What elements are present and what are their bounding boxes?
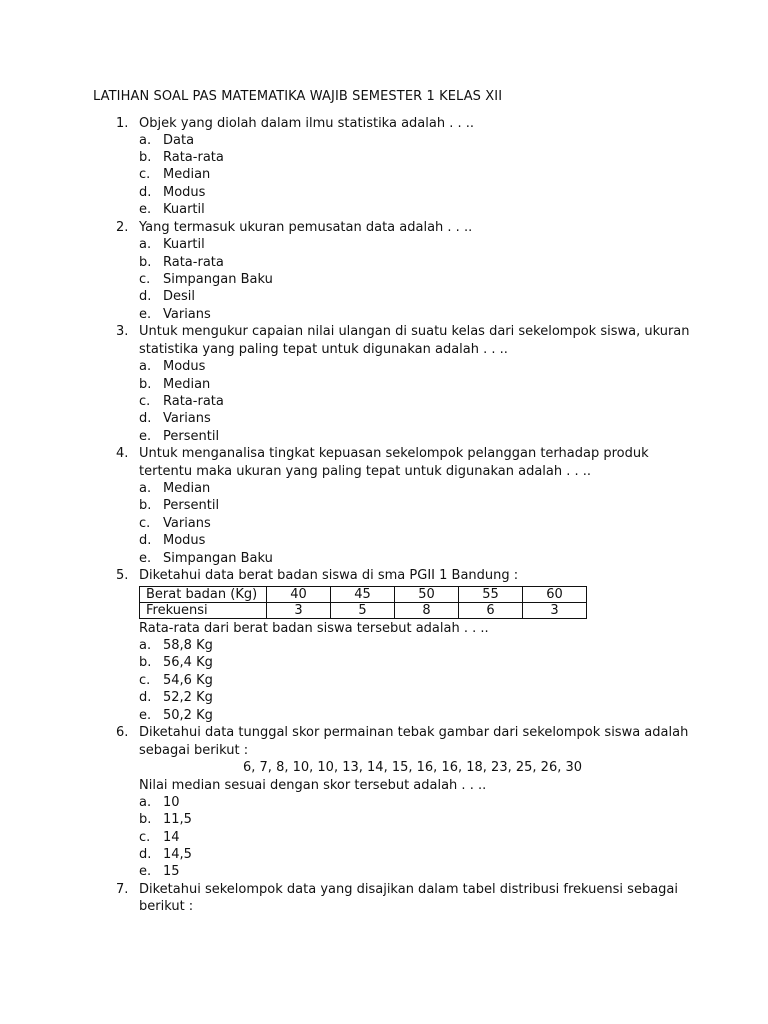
- option-text: 58,8 Kg: [163, 638, 213, 653]
- option-text: Varians: [163, 307, 211, 322]
- option-letter: b.: [139, 655, 152, 670]
- option-text: Rata-rata: [163, 150, 224, 165]
- option-text: Simpangan Baku: [163, 551, 273, 566]
- option-text: 52,2 Kg: [163, 690, 213, 705]
- option-letter: c.: [139, 516, 151, 531]
- question-text: Untuk menganalisa tingkat kepuasan sekelompok pelanggan terhadap produk: [139, 446, 649, 461]
- option-letter: b.: [139, 150, 152, 165]
- option-text: 50,2 Kg: [163, 708, 213, 723]
- option-text: Kuartil: [163, 202, 205, 217]
- table-row: [140, 603, 587, 619]
- option-text: Data: [163, 133, 195, 148]
- table-row: [140, 587, 587, 603]
- option-text: Rata-rata: [163, 394, 224, 409]
- question-followup: Nilai median sesuai dengan skor tersebut adalah . . ..: [139, 778, 487, 793]
- option-text: Kuartil: [163, 237, 205, 252]
- table-cell: 50: [395, 587, 459, 603]
- question-text: Yang termasuk ukuran pemusatan data adalah . . ..: [139, 220, 473, 235]
- option-text: 14,5: [163, 847, 192, 862]
- option-letter: d.: [139, 533, 152, 548]
- option-letter: b.: [139, 812, 152, 827]
- option-text: Persentil: [163, 498, 220, 513]
- question-followup: Rata-rata dari berat badan siswa tersebut adalah . . ..: [139, 621, 489, 636]
- option-letter: c.: [139, 272, 151, 287]
- option-letter: e.: [139, 551, 152, 566]
- option-letter: c.: [139, 830, 151, 845]
- option-letter: e.: [139, 429, 152, 444]
- question-text: Diketahui data tunggal skor permainan tebak gambar dari sekelompok siswa adalah: [139, 725, 689, 740]
- option-letter: b.: [139, 377, 152, 392]
- option-text: 15: [163, 864, 180, 879]
- table-cell: 6: [459, 603, 523, 619]
- option-text: Modus: [163, 533, 206, 548]
- question-number: 6.: [116, 725, 129, 740]
- question-text: Objek yang diolah dalam ilmu statistika adalah . . ..: [139, 116, 475, 131]
- option-letter: d.: [139, 847, 152, 862]
- question-number: 1.: [116, 116, 129, 131]
- question-text: Untuk mengukur capaian nilai ulangan di suatu kelas dari sekelompok siswa, ukuran: [139, 324, 690, 339]
- option-letter: a.: [139, 795, 152, 810]
- option-letter: d.: [139, 289, 152, 304]
- option-text: 54,6 Kg: [163, 673, 213, 688]
- option-text: Median: [163, 377, 211, 392]
- option-letter: c.: [139, 167, 151, 182]
- question-text: Diketahui data berat badan siswa di sma PGII 1 Bandung :: [139, 568, 519, 583]
- option-letter: a.: [139, 133, 152, 148]
- option-letter: d.: [139, 690, 152, 705]
- table-cell: 5: [331, 603, 395, 619]
- option-text: Rata-rata: [163, 255, 224, 270]
- option-letter: b.: [139, 498, 152, 513]
- option-letter: e.: [139, 708, 152, 723]
- option-letter: d.: [139, 185, 152, 200]
- option-text: 14: [163, 830, 180, 845]
- table-cell: 8: [395, 603, 459, 619]
- question-number: 2.: [116, 220, 129, 235]
- table-cell: 40: [267, 587, 331, 603]
- option-letter: d.: [139, 411, 152, 426]
- question-number: 4.: [116, 446, 129, 461]
- table-cell: 3: [523, 603, 587, 619]
- question-text: berikut :: [139, 899, 194, 914]
- option-text: Persentil: [163, 429, 220, 444]
- option-text: 10: [163, 795, 180, 810]
- question-text: sebagai berikut :: [139, 743, 249, 758]
- option-letter: e.: [139, 202, 152, 217]
- table-row-label: Frekuensi: [140, 603, 267, 619]
- option-letter: c.: [139, 394, 151, 409]
- option-text: Varians: [163, 411, 211, 426]
- question-number: 3.: [116, 324, 129, 339]
- option-letter: c.: [139, 673, 151, 688]
- option-text: Modus: [163, 185, 206, 200]
- option-letter: e.: [139, 307, 152, 322]
- option-letter: a.: [139, 481, 152, 496]
- score-list: 6, 7, 8, 10, 10, 13, 14, 15, 16, 16, 18, 23, 25, 26, 30: [243, 760, 583, 775]
- table-row-label: Berat badan (Kg): [140, 587, 267, 603]
- option-letter: a.: [139, 638, 152, 653]
- option-text: Varians: [163, 516, 211, 531]
- data-table: [139, 586, 587, 619]
- option-text: Median: [163, 167, 211, 182]
- option-text: Desil: [163, 289, 196, 304]
- option-text: Median: [163, 481, 211, 496]
- option-letter: e.: [139, 864, 152, 879]
- table-cell: 45: [331, 587, 395, 603]
- option-text: 11,5: [163, 812, 192, 827]
- question-text: tertentu maka ukuran yang paling tepat untuk digunakan adalah . . ..: [139, 464, 592, 479]
- option-text: 56,4 Kg: [163, 655, 213, 670]
- question-number: 5.: [116, 568, 129, 583]
- option-text: Modus: [163, 359, 206, 374]
- page-title: LATIHAN SOAL PAS MATEMATIKA WAJIB SEMESTER 1 KELAS XII: [93, 89, 503, 104]
- question-text: statistika yang paling tepat untuk digunakan adalah . . ..: [139, 342, 508, 357]
- table-cell: 60: [523, 587, 587, 603]
- option-text: Simpangan Baku: [163, 272, 273, 287]
- table-cell: 3: [267, 603, 331, 619]
- question-text: Diketahui sekelompok data yang disajikan dalam tabel distribusi frekuensi sebagai: [139, 882, 678, 897]
- option-letter: a.: [139, 237, 152, 252]
- table-cell: 55: [459, 587, 523, 603]
- question-number: 7.: [116, 882, 129, 897]
- option-letter: a.: [139, 359, 152, 374]
- option-letter: b.: [139, 255, 152, 270]
